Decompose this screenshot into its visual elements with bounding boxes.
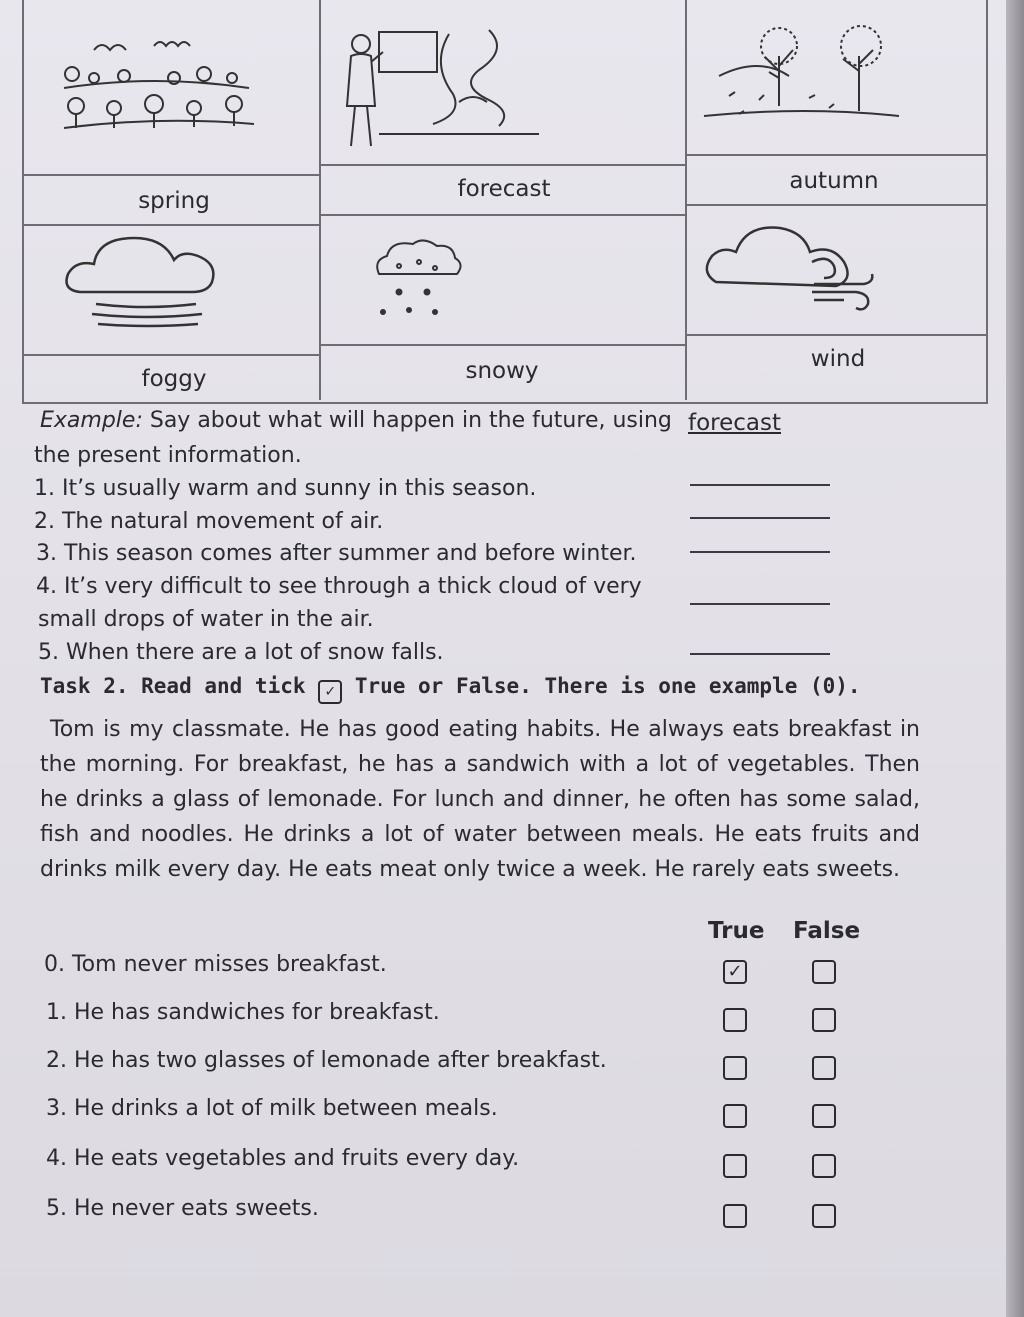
column-false: False [793, 918, 861, 944]
grid-divider [321, 214, 687, 216]
task1-item-1: 1. It’s usually warm and sunny in this season. [34, 476, 537, 501]
statement-text: 1. He has sandwiches for breakfast. [46, 1000, 440, 1025]
vocab-word-spring: spring [138, 188, 210, 214]
example-answer: forecast [688, 410, 782, 436]
column-true: True [708, 918, 765, 944]
task2-title-b: True or False. There is one example (0). [354, 674, 861, 698]
statement-text: 5. He never eats sweets. [46, 1196, 319, 1221]
statement-text: 0. Tom never misses breakfast. [44, 952, 387, 977]
false-checkbox[interactable] [812, 1204, 836, 1228]
spring-flowers-icon [54, 28, 254, 148]
grid-divider [24, 174, 321, 176]
grid-divider [687, 334, 986, 336]
vocab-word-snowy: snowy [465, 358, 539, 384]
fog-cloud-icon [60, 232, 250, 332]
task1-item-3: 3. This season comes after summer and before winter. [36, 541, 637, 566]
grid-divider [24, 224, 321, 226]
true-checkbox[interactable]: ✓ [723, 960, 747, 984]
example-text-cont: the present information. [34, 443, 302, 468]
vocab-word-forecast: forecast [457, 176, 551, 202]
example-label: Example: [40, 408, 143, 433]
weather-presenter-icon [339, 22, 539, 152]
answer-blank-4[interactable] [690, 603, 830, 605]
task1-item-2: 2. The natural movement of air. [34, 509, 384, 534]
false-checkbox[interactable] [812, 1104, 836, 1128]
false-checkbox[interactable] [812, 1154, 836, 1178]
task1-item-4: 4. It’s very difficult to see through a thick cloud of very [36, 574, 642, 599]
true-checkbox[interactable] [723, 1204, 747, 1228]
answer-blank-2[interactable] [690, 517, 830, 519]
statement-text: 3. He drinks a lot of milk between meals. [46, 1096, 498, 1121]
false-checkbox[interactable] [812, 1008, 836, 1032]
task1-item-4-cont: small drops of water in the air. [38, 607, 374, 632]
windy-cloud-icon [702, 218, 902, 318]
example-text: Say about what will happen in the future, using [149, 408, 672, 433]
snow-cloud-icon [369, 238, 479, 328]
answer-blank-3[interactable] [690, 551, 830, 553]
vocab-word-foggy: foggy [141, 366, 207, 392]
task1-item-5: 5. When there are a lot of snow falls. [38, 640, 444, 665]
statement-text: 2. He has two glasses of lemonade after breakfast. [46, 1048, 607, 1073]
task1-example [40, 408, 672, 433]
grid-divider [687, 154, 986, 156]
answer-blank-1[interactable] [690, 484, 830, 486]
answer-blank-5[interactable] [690, 653, 830, 655]
false-checkbox[interactable] [812, 960, 836, 984]
vocab-word-wind: wind [810, 346, 866, 372]
passage-text: Tom is my classmate. He has good eating habits. He always eats breakfast in the morning. For breakfast, he has a sandwich with a lot of vegetables. Then he drinks a glass of lemonade. For lunch and dinner, he often has some salad, fish and noodles. He drinks a lot of water between meals. He eats fruits and drinks milk every day. He eats meat only twice a week. He rarely eats sweets. [40, 717, 920, 882]
statement-text: 4. He eats vegetables and fruits every day. [46, 1146, 520, 1171]
page-edge [1006, 0, 1024, 1317]
true-checkbox[interactable] [723, 1056, 747, 1080]
true-checkbox[interactable] [723, 1008, 747, 1032]
grid-divider [24, 354, 321, 356]
true-checkbox[interactable] [723, 1104, 747, 1128]
vocab-word-autumn: autumn [789, 168, 879, 194]
true-checkbox[interactable] [723, 1154, 747, 1178]
task2-title-a: Task 2. Read and tick [40, 674, 306, 698]
task2-title [40, 674, 861, 704]
grid-divider [321, 344, 687, 346]
grid-divider [321, 164, 687, 166]
vocabulary-grid [22, 0, 988, 404]
tick-sample-icon: ✓ [318, 680, 342, 704]
false-checkbox[interactable] [812, 1056, 836, 1080]
grid-divider [687, 204, 986, 206]
autumn-trees-icon [699, 16, 899, 136]
reading-passage [40, 712, 920, 887]
